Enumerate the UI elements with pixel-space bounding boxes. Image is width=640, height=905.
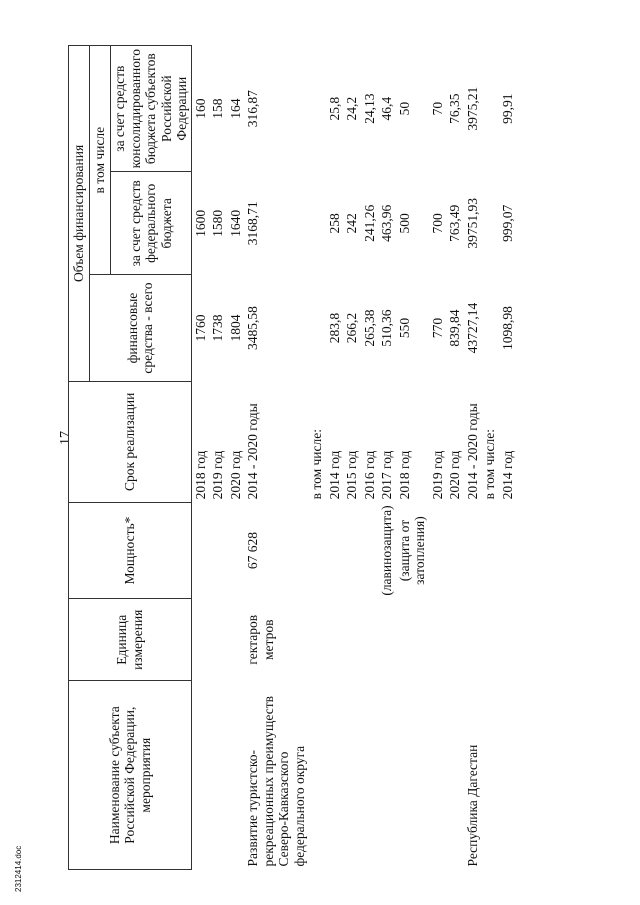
cell-total: 1804: [227, 314, 243, 342]
funding-table: [68, 45, 516, 870]
cell-period: в том числе:: [482, 429, 498, 500]
table-row: [499, 46, 517, 870]
table-row: [191, 46, 209, 870]
cell-federal: 3168,71: [245, 201, 261, 246]
cell-total: 550: [396, 317, 412, 339]
cell-cap: [308, 502, 326, 598]
cell-unit: [361, 599, 379, 681]
cell-name: [308, 681, 326, 870]
footer-filename: 2312414.doc: [14, 845, 23, 892]
cell-total: [481, 275, 499, 381]
cell-unit: гектаров метров: [245, 614, 276, 665]
cell-cap: [481, 502, 499, 598]
cell-unit: [343, 599, 361, 681]
cell-federal: 1640: [227, 209, 243, 237]
cell-regional: 70: [429, 101, 445, 116]
cell-federal: [481, 172, 499, 275]
cell-federal: 999,07: [499, 204, 515, 242]
cell-period: 2014 год: [499, 450, 515, 500]
table-row: [481, 46, 499, 870]
cell-total: [308, 275, 326, 381]
cell-unit: [227, 599, 245, 681]
cell-total: 265,38: [361, 309, 377, 347]
cell-total: 1738: [210, 314, 226, 342]
table-row: [446, 46, 464, 870]
cell-period: 2016 год: [361, 450, 377, 500]
cell-period: 2014 - 2020 годы: [464, 403, 480, 500]
cell-cap: (лавинозащита): [379, 505, 395, 596]
cell-unit: [209, 599, 227, 681]
cell-federal: [308, 172, 326, 275]
cell-period: 2014 - 2020 годы: [245, 403, 261, 500]
cell-federal: 463,96: [379, 204, 395, 242]
cell-period: 2020 год: [447, 450, 463, 500]
cell-unit: [481, 599, 499, 681]
cell-total: 3485,58: [245, 306, 261, 350]
cell-period: 2014 год: [326, 450, 342, 500]
page-number: 17: [58, 431, 73, 445]
cell-unit: [378, 599, 396, 681]
cell-unit: [396, 599, 429, 681]
header-including: в том числе: [90, 46, 111, 275]
cell-cap: (защита от затопления): [396, 516, 428, 585]
cell-total: 266,2: [344, 312, 360, 344]
cell-name: [396, 681, 429, 870]
cell-cap: [464, 502, 482, 598]
cell-unit: [429, 599, 447, 681]
cell-total: 510,36: [379, 309, 395, 347]
cell-period: 2017 год: [379, 450, 395, 500]
cell-cap: [191, 502, 209, 598]
table-row: [209, 46, 227, 870]
cell-unit: [446, 599, 464, 681]
cell-unit: [191, 599, 209, 681]
cell-name: Развитие туристско-рекреационных преимуществ Северо-Кавказского федерального округа: [245, 695, 307, 867]
cell-name: [429, 681, 447, 870]
cell-cap: 67 628: [245, 531, 261, 570]
table-row: [227, 46, 245, 870]
cell-unit: [308, 599, 326, 681]
table-row: [429, 46, 447, 870]
cell-federal: 763,49: [447, 204, 463, 242]
cell-federal: 242: [344, 213, 360, 234]
cell-federal: 39751,93: [464, 198, 480, 249]
cell-regional: [308, 46, 326, 172]
cell-period: 2018 год: [192, 450, 208, 500]
cell-cap: [446, 502, 464, 598]
cell-federal: 500: [396, 213, 412, 234]
cell-regional: 50: [396, 101, 412, 116]
cell-cap: [343, 502, 361, 598]
cell-period: 2019 год: [429, 450, 445, 500]
cell-total: 839,84: [447, 309, 463, 347]
cell-period: 2015 год: [344, 450, 360, 500]
cell-regional: 24,2: [344, 96, 360, 121]
cell-regional: 24,13: [361, 93, 377, 124]
header-period: Срок реализации: [69, 381, 192, 502]
cell-name: Республика Дагестан: [464, 744, 480, 867]
cell-period: 2020 год: [227, 450, 243, 500]
cell-unit: [326, 599, 344, 681]
cell-regional: 76,35: [447, 93, 463, 124]
cell-regional: 164: [227, 98, 243, 119]
cell-unit: [464, 599, 482, 681]
table-row: [343, 46, 361, 870]
cell-period: 2018 год: [396, 450, 412, 500]
cell-regional: 160: [192, 98, 208, 119]
header-unit: Единица измерения: [69, 599, 192, 681]
cell-name: [191, 681, 209, 870]
cell-name: [499, 681, 517, 870]
cell-federal: 1600: [192, 209, 208, 237]
cell-total: 43727,14: [464, 302, 480, 354]
cell-regional: 158: [210, 98, 226, 119]
cell-name: [446, 681, 464, 870]
cell-name: [378, 681, 396, 870]
table-row: [361, 46, 379, 870]
cell-unit: [499, 599, 517, 681]
header-total: финансовые средства - всего: [90, 275, 192, 381]
header-name: Наименование субъекта Российской Федерации, мероприятия: [69, 681, 192, 870]
header-federal: за счет средств федерального бюджета: [111, 172, 192, 275]
cell-regional: 46,4: [379, 96, 395, 121]
cell-name: [481, 681, 499, 870]
cell-total: 1098,98: [499, 306, 515, 350]
cell-name: [326, 681, 344, 870]
cell-regional: 316,87: [245, 90, 261, 128]
table-row: [396, 46, 429, 870]
table-row: [308, 46, 326, 870]
header-capacity: Мощность*: [69, 502, 192, 598]
table-row: [244, 46, 308, 870]
cell-cap: [326, 502, 344, 598]
cell-name: [361, 681, 379, 870]
cell-cap: [361, 502, 379, 598]
cell-name: [227, 681, 245, 870]
table-row: [464, 46, 482, 870]
header-regional: за счет средств консолидированного бюджета субъектов Российской Федерации: [111, 46, 192, 172]
cell-federal: 1580: [210, 209, 226, 237]
rotated-table-container: [68, 45, 608, 870]
cell-cap: [499, 502, 517, 598]
cell-period: в том числе:: [309, 429, 325, 500]
table-body: [191, 46, 516, 870]
cell-cap: [209, 502, 227, 598]
cell-federal: 700: [429, 213, 445, 234]
header-funding-volume: Объем финансирования: [69, 46, 90, 382]
cell-cap: [429, 502, 447, 598]
cell-regional: 99,91: [499, 93, 515, 124]
cell-name: [209, 681, 227, 870]
cell-total: 1760: [192, 314, 208, 342]
table-row: [378, 46, 396, 870]
cell-regional: 3975,21: [464, 86, 480, 131]
cell-total: 283,8: [326, 312, 342, 344]
cell-period: 2019 год: [210, 450, 226, 500]
cell-total: 770: [429, 317, 445, 339]
cell-federal: 241,26: [361, 204, 377, 242]
cell-federal: 258: [326, 213, 342, 234]
cell-regional: 25,8: [326, 96, 342, 121]
table-row: [326, 46, 344, 870]
cell-name: [343, 681, 361, 870]
cell-cap: [227, 502, 245, 598]
cell-regional: [481, 46, 499, 172]
